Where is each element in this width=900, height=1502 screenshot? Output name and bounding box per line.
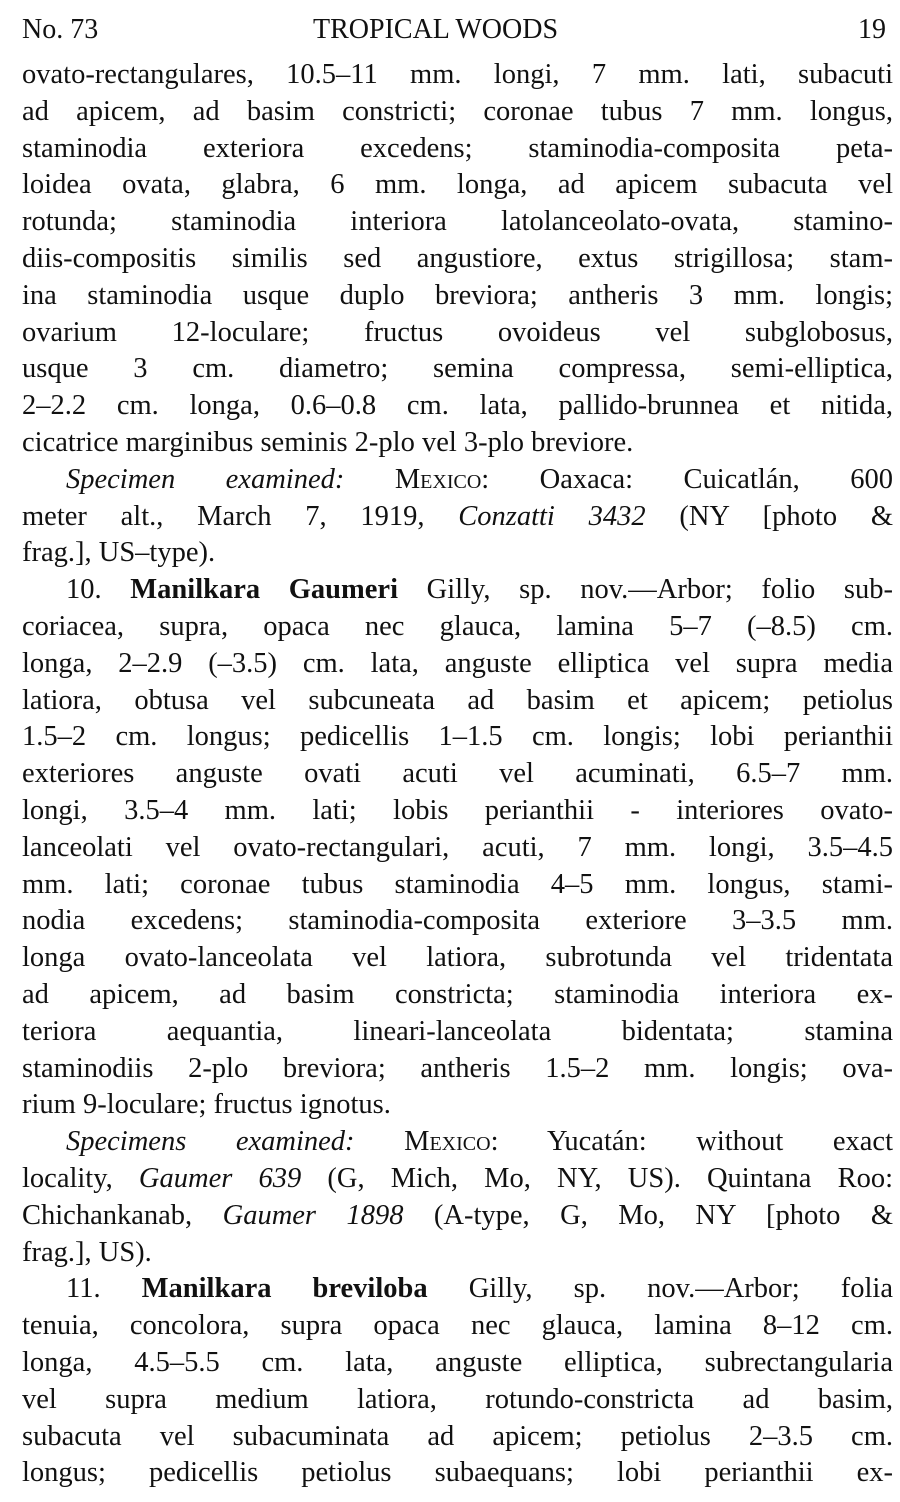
italic-text: Gaumer 1898 <box>222 1199 404 1231</box>
text-segment: cicatrice marginibus seminis 2-plo vel 3-plo breviore. <box>22 427 634 458</box>
text-line <box>22 1455 893 1491</box>
species-name: Manilkara Gaumeri <box>130 574 398 606</box>
text-segment: (G, Mich, Mo, NY, US). Quintana Roo: <box>301 1163 894 1194</box>
text-segment: meter alt., March 7, 1919, <box>22 500 459 532</box>
text-line <box>22 1051 893 1087</box>
text-segment: vel supra medium latiora, rotundo-constricta ad basim, <box>22 1383 893 1415</box>
text-segment: rium 9-loculare; fructus ignotus. <box>22 1089 391 1121</box>
text-line <box>22 1308 893 1344</box>
text-segment: ovarium 12-loculare; fructus ovoideus vel subglobosus, <box>22 316 893 348</box>
text-segment: ad apicem, ad basim constricta; staminodia interiora ex- <box>22 979 893 1010</box>
text-line <box>22 388 893 424</box>
text-line <box>22 315 893 351</box>
text-segment: Gilly, sp. nov.—Arbor; folio sub- <box>398 574 893 606</box>
text-line <box>22 1014 893 1050</box>
running-title: TROPICAL WOODS <box>313 14 559 45</box>
text-segment: mm. lati; coronae tubus staminodia 4–5 mm. longus, stami- <box>22 868 893 900</box>
text-segment: subacuta vel subacuminata ad apicem; petiolus 2–3.5 cm. <box>22 1420 893 1452</box>
text-segment: frag.], US). <box>22 1236 152 1268</box>
text-line <box>22 756 893 792</box>
text-line <box>22 1198 893 1234</box>
text-segment: coriacea, supra, opaca nec glauca, lamina 5–7 (–8.5) cm. <box>22 611 893 642</box>
text-line <box>22 167 893 203</box>
text-segment: staminodia exteriora excedens; staminodia-composita peta- <box>22 132 893 164</box>
text-segment: diis-compositis similis sed angustiore, extus strigillosa; stam- <box>22 243 893 274</box>
text-segment: longa, 4.5–5.5 cm. lata, anguste elliptica, subrectangularia <box>22 1347 893 1378</box>
text-segment: Chichankanab, <box>22 1199 223 1231</box>
text-segment: ovato-rectangulares, 10.5–11 mm. longi, 7 mm. lati, subacuti <box>22 59 893 90</box>
text-segment: Gilly, sp. nov.—Arbor; folia <box>427 1273 893 1305</box>
text-segment: : Oaxaca: Cuicatlán, 600 <box>481 463 894 495</box>
text-segment: longi, 3.5–4 mm. lati; lobis perianthii - interiores ovato- <box>22 795 893 826</box>
text-segment: longa ovato-lanceolata vel latiora, subrotunda vel tridentata <box>22 942 893 974</box>
page-number: 19 <box>858 14 886 45</box>
text-line <box>22 940 893 976</box>
text-line <box>22 867 893 903</box>
text-segment: locality, <box>22 1163 139 1194</box>
text-line <box>22 793 893 829</box>
text-line <box>22 57 893 93</box>
species-name: Manilkara breviloba <box>141 1273 428 1305</box>
text-segment: : Yucatán: without exact <box>490 1126 894 1158</box>
text-segment: 1.5–2 cm. longus; pedicellis 1–1.5 cm. longis; lobi perianthii <box>22 721 893 753</box>
text-segment: frag.], US–type). <box>22 537 216 569</box>
text-segment: ina staminodia usque duplo breviora; antheris 3 mm. longis; <box>22 279 893 311</box>
text-line <box>22 683 893 719</box>
text-line <box>22 977 893 1013</box>
text-segment: (A-type, G, Mo, NY [photo & <box>403 1199 894 1231</box>
italic-text: Conzatti 3432 <box>458 500 646 532</box>
text-segment: loidea ovata, glabra, 6 mm. longa, ad apicem subacuta vel <box>22 169 893 201</box>
text-line <box>22 1419 893 1455</box>
text-segment: 10. <box>66 574 131 606</box>
text-line <box>22 1087 893 1123</box>
text-line <box>22 903 893 939</box>
text-line <box>66 1124 893 1160</box>
text-line <box>22 1345 893 1381</box>
text-segment: 11. <box>66 1273 142 1305</box>
text-line <box>22 719 893 755</box>
text-line <box>22 1235 893 1271</box>
text-line <box>22 646 893 682</box>
text-line <box>22 535 893 571</box>
text-segment: ad apicem, ad basim constricti; coronae tubus 7 mm. longus, <box>22 95 893 127</box>
text-line <box>22 241 893 277</box>
text-segment: nodia excedens; staminodia-composita exteriore 3–3.5 mm. <box>22 905 893 937</box>
text-segment: rotunda; staminodia interiora latolanceolato-ovata, stamino- <box>22 206 893 238</box>
text-segment: (NY [photo & <box>645 500 893 532</box>
text-segment: longus; pedicellis petiolus subaequans; lobi perianthii ex- <box>22 1457 893 1489</box>
text-segment: exteriores anguste ovati acuti vel acuminati, 6.5–7 mm. <box>22 758 893 790</box>
text-segment <box>344 464 394 495</box>
italic-text: Gaumer 639 <box>138 1163 302 1194</box>
text-segment: 2–2.2 cm. longa, 0.6–0.8 cm. lata, pallido-brunnea et nitida, <box>22 390 893 422</box>
text-line <box>22 94 893 130</box>
text-segment: longa, 2–2.9 (–3.5) cm. lata, anguste elliptica vel supra media <box>22 647 893 679</box>
text-segment: latiora, obtusa vel subcuneata ad basim et apicem; petiolus <box>22 684 893 716</box>
text-line <box>66 572 893 608</box>
text-line <box>22 499 893 535</box>
text-line <box>66 462 893 498</box>
text-line <box>22 204 893 240</box>
text-line <box>22 351 893 387</box>
journal-number: No. 73 <box>22 14 99 45</box>
text-segment <box>355 1126 405 1157</box>
text-segment: lanceolati vel ovato-rectangulari, acuti, 7 mm. longi, 3.5–4.5 <box>22 831 893 863</box>
text-line <box>22 609 893 645</box>
text-segment: usque 3 cm. diametro; semina compressa, semi-elliptica, <box>22 353 893 385</box>
text-line <box>22 1161 893 1197</box>
text-segment: teriora aequantia, lineari-lanceolata bidentata; stamina <box>22 1015 893 1047</box>
country-name: Mexico <box>394 463 482 495</box>
text-segment: staminodiis 2-plo breviora; antheris 1.5–2 mm. longis; ova- <box>22 1052 893 1084</box>
text-line <box>22 830 893 866</box>
country-name: Mexico <box>404 1126 491 1158</box>
text-segment: tenuia, concolora, supra opaca nec glauca, lamina 8–12 cm. <box>22 1310 893 1342</box>
text-line <box>22 131 893 167</box>
text-line <box>22 1382 893 1418</box>
italic-text: Specimen examined: <box>66 463 345 495</box>
text-line <box>22 425 893 461</box>
text-line <box>66 1271 893 1307</box>
text-line <box>22 278 893 314</box>
italic-text: Specimens examined: <box>66 1126 355 1158</box>
